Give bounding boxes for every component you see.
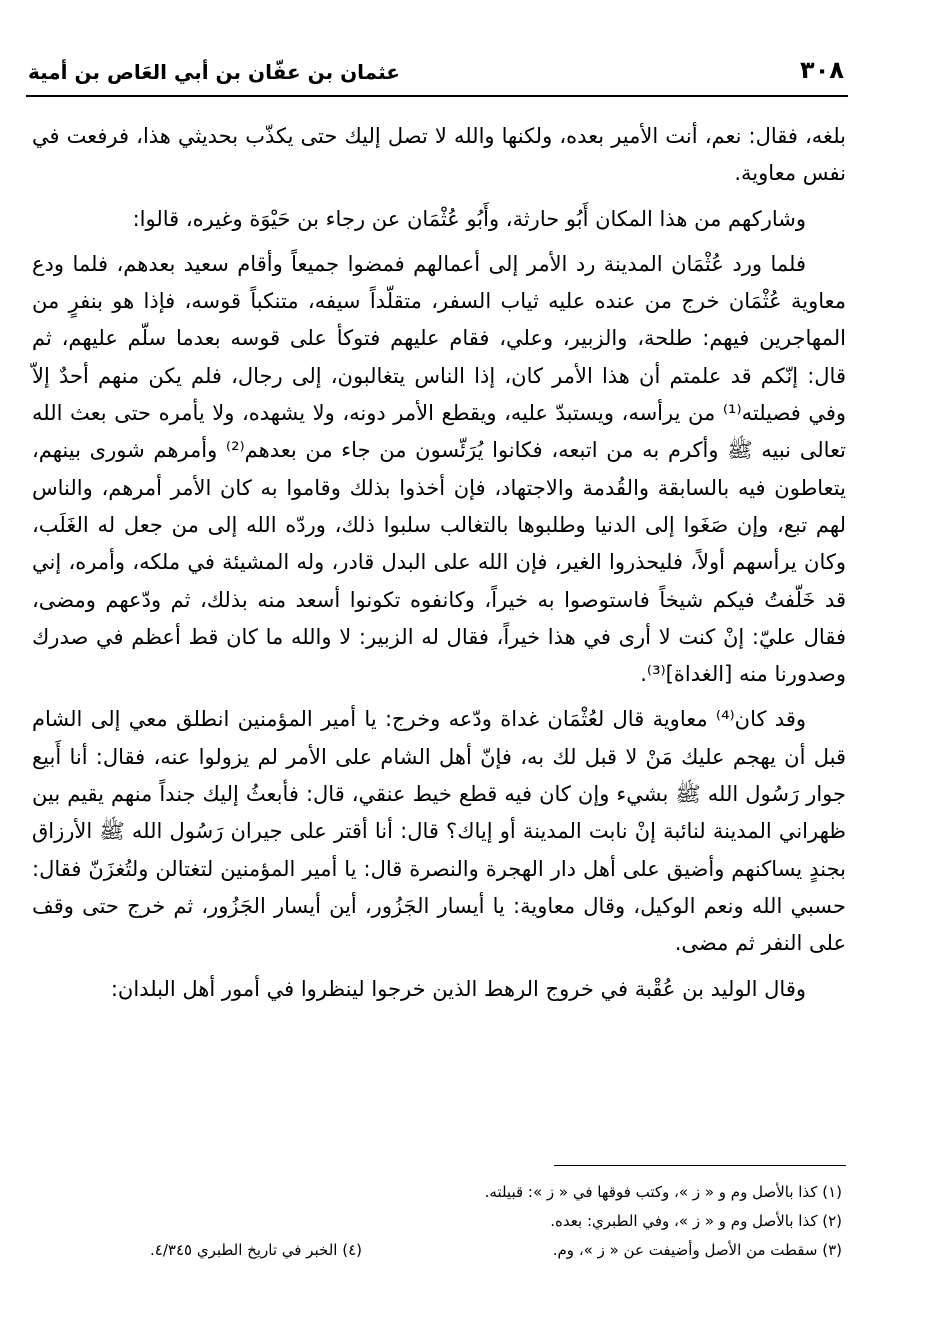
footnotes bbox=[150, 1178, 842, 1265]
page-header bbox=[28, 54, 844, 94]
footnote-2: (٢) كذا بالأصل وم و « ز »، وفي الطبري: بعده. bbox=[550, 1212, 842, 1230]
page-number: ٣٠٨ bbox=[800, 56, 844, 84]
header-rule bbox=[26, 95, 848, 97]
paragraph-3: فلما ورد عُثْمَان المدينة رد الأمر إلى أعمالهم فمضوا جميعاً وأقام سعيد بعدهم، فلما ودع معاوية عُثْمَان خرج من عنده عليه ثياب السفر، متقلّداً سيفه، متنكباً قوسه، فإذا هو بنفرٍ من المهاجرين فيهم: طلحة، والزبير، وعلي، فقام عليهم فتوكأ على قوسه بعدما سلّم عليهم، ثم قال: إنّكم قد علمتم أن هذا الأمر كان، إذا الناس يتغالبون، إلى رجال، فلم يكن منهم أحدٌ إلاّ وفي فصيلته⁽¹⁾ من يرأسه، ويستبدّ عليه، ويقطع الأمر دونه، ولا يشهده، ولا يأمره حتى بعث الله تعالى نبيه ﷺ وأكرم به من اتبعه، فكانوا يُرَئّسون من جاء من بعدهم⁽²⁾ وأمرهم شورى بينهم، يتعاطون فيه بالسابقة والقُدمة والاجتهاد، فإن أخذوا بذلك وقاموا به كان الأمر أمرهم، والناس لهم تبع، وإن صَغَوا إلى الدنيا وطلبوها بالتغالب سلبوا ذلك، وردّه الله إلى من جعل له الغَلَب، وكان يرأسهم أولاً، فليحذروا الغير، فإن الله على البدل قادر، وله المشيئة في ملكه، وأمره، إني قد خَلّفتُ فيكم شيخاً فاستوصوا به خيراً، وكانفوه تكونوا أسعد منه بذلك، ثم ودّعهم ومضى، فقال عليّ: إنْ كنت لا أرى في هذا خيراً، فقال له الزبير: لا والله ما كان قط أعظم في صدرك وصدورنا منه [الغداة]⁽³⁾. bbox=[32, 251, 846, 687]
footnote-row bbox=[150, 1236, 842, 1265]
footnote-4: (٤) الخبر في تاريخ الطبري ٤/٣٤٥. bbox=[150, 1241, 363, 1259]
footnote-rule bbox=[554, 1165, 846, 1166]
paragraph-2: وشاركهم من هذا المكان أَبُو حارثة، وأَبُو عُثْمَان عن رجاء بن حَيْوَة وغيره، قالوا: bbox=[132, 206, 806, 231]
paragraph-1: بلغه، فقال: نعم، أنت الأمير بعده، ولكنها والله لا تصل إليك حتى يكذّب بحديثي هذا، فرفعت في نفس معاوية. bbox=[32, 124, 846, 186]
footnote-1: (١) كذا بالأصل وم و « ز »، وكتب فوقها في « ز »: قبيلته. bbox=[484, 1183, 842, 1201]
footnote-3: (٣) سقطت من الأصل وأضيفت عن « ز »، وم. bbox=[552, 1241, 842, 1259]
paragraph-4: وقد كان⁽⁴⁾ معاوية قال لعُثْمَان غداة ودّعه وخرج: يا أمير المؤمنين انطلق معي إلى الشام قبل أن يهجم عليك مَنْ لا قبل لك به، فإنّ أهل الشام على الأمر لم يزولوا عنه، فقال: أنا أَبيع جوار رَسُول الله ﷺ بشيء وإن كان فيه قطع خيط عنقي، قال: فأبعثُ إليك جنداً منهم يقيم بين ظهراني المدينة لنائبة إنْ نابت المدينة أو إياك؟ قال: أنا أقتر على جيران رَسُول الله ﷺ الأرزاق بجندٍ يساكنهم وأضيق على أهل دار الهجرة والنصرة قال: يا أمير المؤمنين لتغتالن ولتُغزَنّ فقال: حسبي الله ونعم الوكيل، وقال معاوية: يا أيسار الجَزُور، أين أيسار الجَزُور، ثم خرج حتى وقف على النفر ثم مضى. bbox=[32, 707, 846, 956]
paragraph-5: وقال الوليد بن عُقْبة في خروج الرهط الذين خرجوا لينظروا في أمور أهل البلدان: bbox=[110, 976, 806, 1001]
main-text bbox=[32, 118, 846, 1008]
running-title: عثمان بن عفّان بن أبي العَاص بن أمية bbox=[28, 60, 400, 84]
